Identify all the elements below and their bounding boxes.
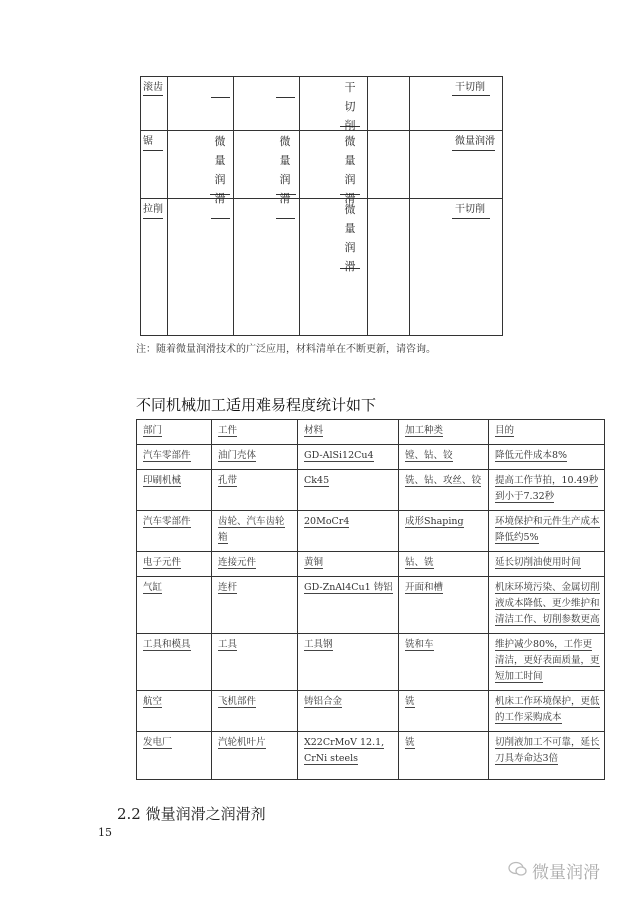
watermark-text: 微量润滑 [532,863,600,883]
table-row: 电子元件 连接元件 黄铜 钻、铣 延长切削油使用时间 [137,552,605,577]
section-title: 2.2 微量润滑之润滑剂 [117,805,266,823]
table1-row2-col3: 微 量 润 滑 [279,135,291,205]
table1-row3-vertical: 微 量 润 滑 [344,203,356,273]
table1-row3-process: 拉削 [143,204,163,215]
header-cell: 部门 [137,420,212,445]
table1-row2-vertical: 微 量 润 滑 [344,135,356,205]
table1-row1-result: 干切削 [455,82,485,93]
table1-grid [0,0,640,340]
table1-row1-process: 滚齿 [143,82,163,93]
section-heading: 不同机械加工适用难易程度统计如下 [136,396,377,414]
header-cell: 目的 [489,420,605,445]
header-cell: 材料 [298,420,399,445]
table1-row2-col2: 微 量 润 滑 [214,135,226,205]
table-row: 气缸 连杆 GD-ZnAl4Cu1 铸铝 开面和槽 机床环境污染、金属切削液成本降低、更少维护和清洁工作、切削参数更高 [137,577,605,634]
table1-row3-result: 干切削 [455,204,485,215]
table-row: 工具和模具 工具 工具钢 铣和车 维护减少80%，工作更清洁，更好表面质量，更短加工时间 [137,634,605,691]
table-row: 发电厂 汽轮机叶片 X22CrMoV 12.1, CrNi steels 铣 切削液加工不可靠，延长刀具寿命达3倍 [137,732,605,780]
machining-table [136,419,605,780]
table1-note: 注：随着微量润滑技术的广泛应用，材料清单在不断更新，请咨询。 [136,344,436,355]
table-row: 汽车零部件 齿轮、汽车齿轮箱 20MoCr4 成形Shaping 环境保护和元件生产成本降低约5% [137,511,605,552]
table1-row2-process: 锯 [143,136,153,147]
page-number: 15 [98,826,112,839]
table1-row1-vertical: 干 切 削 [344,81,356,132]
header-cell: 加工种类 [399,420,489,445]
wechat-icon [508,861,528,877]
table1-row2-result: 微量润滑 [455,136,495,147]
table-row: 汽车零部件 油门壳体 GD-AlSi12Cu4 镗、钻、铰 降低元件成本8% [137,445,605,470]
table-header-row [137,420,605,445]
table-row: 航空 飞机部件 铸铝合金 铣 机床工作环境保护，更低的工作采购成本 [137,691,605,732]
header-cell: 工件 [212,420,298,445]
table-row: 印刷机械 孔带 Ck45 铣、钻、攻丝、铰 提高工作节拍，10.49秒到小于7.32秒 [137,470,605,511]
